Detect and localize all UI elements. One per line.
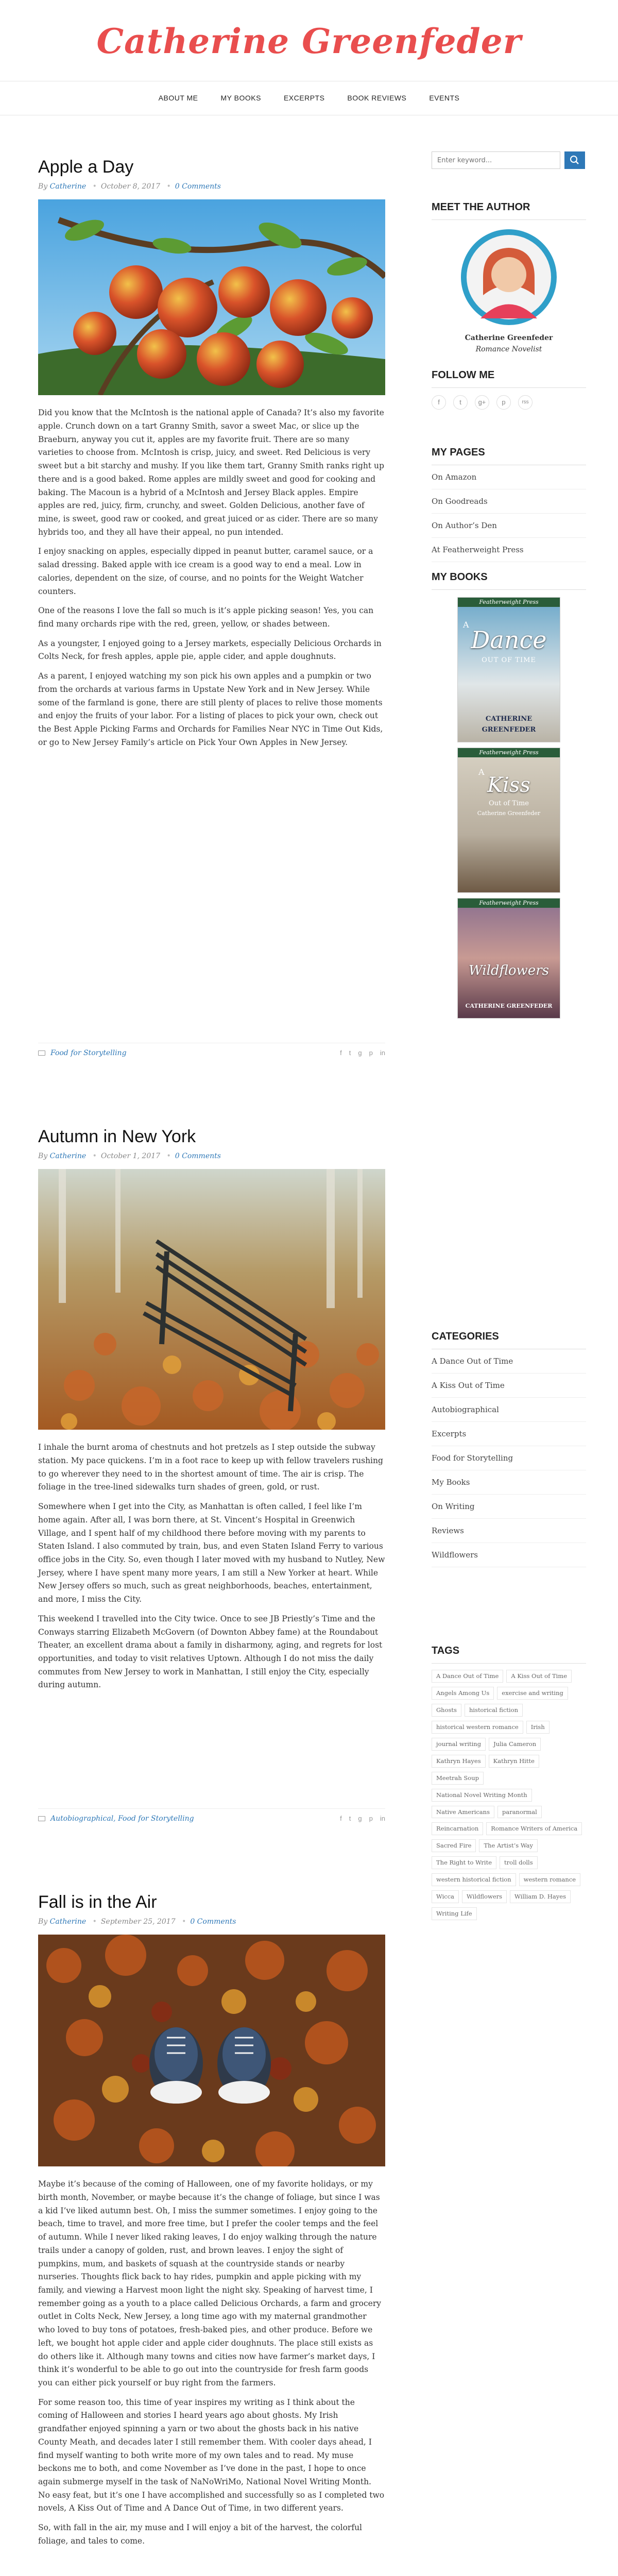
tag-link[interactable]: Sacred Fire bbox=[432, 1839, 476, 1852]
author-role: Romance Novelist bbox=[475, 345, 542, 353]
search-widget bbox=[432, 151, 586, 169]
pinterest-share-icon[interactable]: p bbox=[369, 1815, 373, 1823]
search-button[interactable] bbox=[564, 151, 585, 169]
post-meta: By Catherine • October 1, 2017 • 0 Comments bbox=[38, 1151, 221, 1160]
nav-events[interactable]: EVENTS bbox=[429, 94, 460, 103]
post-comments-link[interactable]: 0 Comments bbox=[190, 1917, 236, 1926]
page-link-authors-den[interactable]: On Author’s Den bbox=[432, 514, 586, 538]
post-comments-link[interactable]: 0 Comments bbox=[175, 182, 221, 191]
post-title[interactable]: Apple a Day bbox=[38, 157, 134, 177]
widget-title: TAGS bbox=[432, 1642, 586, 1664]
tags-widget bbox=[432, 1642, 586, 1920]
tag-link[interactable]: Reincarnation bbox=[432, 1822, 483, 1835]
category-link[interactable]: Wildflowers bbox=[432, 1543, 586, 1567]
book-cover-wildflowers[interactable]: Featherweight Press Wildflowers CATHERINE GREENFEDER bbox=[457, 898, 560, 1019]
facebook-icon[interactable]: f bbox=[432, 395, 446, 410]
book-cover-kiss[interactable]: Featherweight Press A Kiss Out of Time Catherine Greenfeder bbox=[457, 748, 560, 893]
post-autumn-in-new-york bbox=[38, 1126, 385, 1698]
category-link[interactable]: My Books bbox=[432, 1470, 586, 1495]
widget-title: CATEGORIES bbox=[432, 1328, 586, 1349]
share-icons bbox=[340, 1814, 385, 1824]
book-cover-dance[interactable]: Featherweight Press A Dance OUT OF TIME CATHERINE GREENFEDER bbox=[457, 597, 560, 742]
tag-link[interactable]: Native Americans bbox=[432, 1806, 494, 1819]
twitter-icon[interactable]: t bbox=[453, 395, 468, 410]
post-category-link[interactable]: Food for Storytelling bbox=[50, 1049, 127, 1058]
tag-link[interactable]: Kathryn Hitte bbox=[489, 1755, 539, 1768]
linkedin-share-icon[interactable]: in bbox=[380, 1815, 385, 1823]
post-title[interactable]: Fall is in the Air bbox=[38, 1892, 157, 1912]
post-meta: By Catherine • October 8, 2017 • 0 Comments bbox=[38, 182, 221, 191]
category-link[interactable]: Autobiographical bbox=[432, 1398, 586, 1422]
tag-link[interactable]: Meetrah Soup bbox=[432, 1772, 484, 1785]
page-link-goodreads[interactable]: On Goodreads bbox=[432, 489, 586, 514]
author-avatar bbox=[460, 228, 558, 326]
page-link-amazon[interactable]: On Amazon bbox=[432, 465, 586, 489]
post-image-park-bench[interactable] bbox=[38, 1169, 385, 1430]
tag-link[interactable]: exercise and writing bbox=[497, 1687, 568, 1700]
twitter-share-icon[interactable]: t bbox=[349, 1049, 351, 1057]
post-apple-a-day bbox=[38, 157, 385, 755]
twitter-share-icon[interactable]: t bbox=[349, 1815, 351, 1823]
tag-link[interactable]: Kathryn Hayes bbox=[432, 1755, 486, 1768]
tag-link[interactable]: A Kiss Out of Time bbox=[506, 1670, 572, 1683]
post-fall-is-in-the-air bbox=[38, 1892, 385, 2554]
category-link[interactable]: Food for Storytelling bbox=[432, 1446, 586, 1470]
tag-cloud bbox=[432, 1670, 586, 1920]
facebook-share-icon[interactable]: f bbox=[340, 1815, 342, 1823]
post-footer bbox=[38, 1043, 385, 1063]
categories-widget bbox=[432, 1328, 586, 1567]
tag-link[interactable]: Writing Life bbox=[432, 1907, 477, 1920]
facebook-share-icon[interactable]: f bbox=[340, 1049, 342, 1057]
nav-excerpts[interactable]: EXCERPTS bbox=[283, 94, 325, 103]
post-category-link[interactable]: Autobiographical, Food for Storytelling bbox=[50, 1815, 194, 1823]
pinterest-share-icon[interactable]: p bbox=[369, 1049, 373, 1057]
linkedin-share-icon[interactable]: in bbox=[380, 1049, 385, 1057]
googleplus-share-icon[interactable]: g bbox=[358, 1815, 362, 1823]
post-body: Did you know that the McIntosh is the national apple of Canada? It’s also my favorite apple. Crunch down on a tart Granny Smith, savor a sweet Mac, or slice up the Braeburn, anyway you cut it, apples are my favorite fruit. There are so many varieties to choose from. McIntosh is crisp, juicy, and sweet. Red Delicious is very sweet but a bit starchy and mushy. If you like them tart, Granny Smith ranks right up there and is a good baked. Rome apples are mildly sweet and good for cooking and baking. The Macoun is a hybrid of a McIntosh and Jersey Black apples. Empire apples are red, juicy, firm, crunchy, and sweet. Golden Delicious, another fave of mine, is sweet, good raw or cooked, and great juiced or as cider. There are so many hybrids too, and they all have their appeal, no pun intended. I enjoy snacking on apples, especially dipped in peanut butter, caramel sauce, or a salad dressing. Baked apple with ice cream is a good way to end a meal. Low in calories, dependent on the size, of course, and no points for the Weight Watcher counters. One of the reasons I love the fall so much is it’s apple picking season! Yes, you can find many orchards ripe with the red, green, yellow, or shades between. As a youngster, I enjoyed going to a Jersey markets, especially Delicious Orchards in Colts Neck, for fresh apples, apple pie, apple cider, and apple doughnuts. As a parent, I enjoyed watching my son pick his own apples and a pumpkin or two from the orchards at various farms in Upstate New York and in New Jersey. While some of the farmland is gone, there are still plenty of places to relive those moments and enjoy the fruits of your labor. For a listing of places to pick your own, check out the Best Apple Picking Farms and Orchards for Families Near NYC in Time Out Kids, or go to New Jersey Family’s article on Pick Your Own Apples in New Jersey. bbox=[38, 408, 384, 747]
meet-author-widget bbox=[432, 199, 586, 355]
tag-link[interactable]: historical western romance bbox=[432, 1721, 523, 1734]
post-footer bbox=[38, 1808, 385, 1829]
folder-icon bbox=[38, 1050, 45, 1056]
post-author-link[interactable]: Catherine bbox=[49, 1917, 87, 1926]
books-widget bbox=[432, 569, 586, 1019]
post-body: Maybe it’s because of the coming of Halloween, one of my favorite holidays, or my birth month, November, or maybe because it’s the change of foliage, but since I was a kid I’ve liked autumn best. Oh, I miss the summer sometimes. I enjoy going to the beach, time to travel, and more free time, but I prefer the cooler temps and the feel of autumn. While I never liked raking leaves, I do enjoy walking through the nature trails under a canopy of golden, rust, and brown leaves. I enjoy the sight of pumpkins, mum, and baskets of squash at the countryside stands or nearby nurseries. Thoughts flick back to hay rides, pumpkin and apple picking with my family, and viewing a Harvest moon light the night sky. Speaking of harvest time, I remember going as a youth to a place called Delicious Orchards, a farm and grocery outlet in Colts Neck, New Jersey, a long time ago with my maternal grandmother who loved to buy tons of potatoes, fresh-baked pies, and other produce. Before we left, we bought hot apple cider and apple cider doughnuts. The place still exists as do others like it. Although many towns and cities now have farmer’s market days, I think it’s wonderful to be able to go out into the countryside for fresh farm goods you can either pick yourself or buy right from the farmers. For some reason too, this time of year inspires my writing as I think about the coming of Halloween and stories I heard years ago about ghosts. My Irish grandfather enjoyed spinning a yarn or two about the ghosts back in his native County Meath, and decades later I still remember them. With cooler days ahead, I find myself wanting to both write more of my own tales and to read. My muse beckons me to both, and come November as I’ve done in the past, I hope to once again submerge myself in the task of NaNoWriMo, National Novel Writing Month. No easy feat, but it’s one I have accomplished and successfully so as I completed two novels, A Kiss Out of Time and A Dance Out of Time, in two different years. So, with fall in the air, my muse and I will enjoy a bit of the harvest, the colorful foliage, and tales to come. bbox=[38, 2179, 385, 2546]
widget-title: MY PAGES bbox=[432, 444, 586, 465]
author-name: Catherine Greenfeder bbox=[465, 333, 553, 342]
post-date: October 1, 2017 bbox=[100, 1151, 161, 1160]
site-header bbox=[0, 0, 618, 81]
tag-link[interactable]: Julia Cameron bbox=[489, 1738, 541, 1751]
tag-link[interactable]: Angels Among Us bbox=[432, 1687, 494, 1700]
folder-icon bbox=[38, 1816, 45, 1821]
post-date: October 8, 2017 bbox=[100, 182, 161, 191]
widget-title: FOLLOW ME bbox=[432, 367, 586, 388]
category-link[interactable]: On Writing bbox=[432, 1495, 586, 1519]
tag-link[interactable]: Ghosts bbox=[432, 1704, 461, 1717]
pages-widget bbox=[432, 444, 586, 562]
tag-link[interactable]: western romance bbox=[519, 1873, 580, 1886]
tag-link[interactable]: Romance Writers of America bbox=[486, 1822, 582, 1835]
category-link[interactable]: Reviews bbox=[432, 1519, 586, 1543]
follow-widget bbox=[432, 367, 586, 410]
post-image-apples[interactable] bbox=[38, 199, 385, 395]
post-meta: By Catherine • September 25, 2017 • 0 Comments bbox=[38, 1917, 236, 1926]
tag-link[interactable]: paranormal bbox=[497, 1806, 542, 1819]
post-date: September 25, 2017 bbox=[100, 1917, 176, 1926]
post-image-leaves-sneakers[interactable] bbox=[38, 1935, 385, 2166]
category-link[interactable]: Excerpts bbox=[432, 1422, 586, 1446]
tag-link[interactable]: Wildflowers bbox=[462, 1890, 507, 1903]
tag-link[interactable]: A Dance Out of Time bbox=[432, 1670, 503, 1683]
tag-link[interactable]: National Novel Writing Month bbox=[432, 1789, 532, 1802]
tag-link[interactable]: western historical fiction bbox=[432, 1873, 516, 1886]
pinterest-icon[interactable]: p bbox=[496, 395, 511, 410]
search-input[interactable] bbox=[432, 151, 560, 169]
tag-link[interactable]: troll dolls bbox=[500, 1856, 538, 1869]
widget-title: MY BOOKS bbox=[432, 569, 586, 590]
nav-my-books[interactable]: MY BOOKS bbox=[220, 94, 261, 103]
googleplus-icon[interactable]: g+ bbox=[475, 395, 489, 410]
post-author-link[interactable]: Catherine bbox=[49, 1151, 87, 1160]
rss-icon[interactable]: rss bbox=[518, 395, 533, 410]
post-author-link[interactable]: Catherine bbox=[49, 182, 87, 191]
category-link[interactable]: A Kiss Out of Time bbox=[432, 1374, 586, 1398]
post-title[interactable]: Autumn in New York bbox=[38, 1127, 196, 1146]
site-title[interactable]: Catherine Greenfeder bbox=[96, 21, 522, 61]
nav-book-reviews[interactable]: BOOK REVIEWS bbox=[347, 94, 407, 103]
main-nav bbox=[0, 81, 618, 115]
tag-link[interactable]: Wicca bbox=[432, 1890, 459, 1903]
post-body: I inhale the burnt aroma of chestnuts and hot pretzels as I step outside the subway station. My pace quickens. I’m in a foot race to keep up with fellow travelers rushing to go wherever they need to in the shortest amount of time. The air is crisp. The foliage in the tree-lined sidewalks turn shades of green, gold, or rust. Somewhere when I get into the City, as Manhattan is often called, I feel like I’m home again. After all, I was born there, at St. Vincent’s Hospital in Greenwich Village, and I spent half of my childhood there before moving with my parents to Staten Island. I also commuted by train, bus, and even Staten Island Ferry to various office jobs in the City. So, even though I later moved with my husband to Nutley, New Jersey, where I have spent many more years, I am still a New Yorker at heart. While New Jersey offers so much, such as great neighborhoods, beaches, entertainment, and more, I miss the City. This weekend I travelled into the City twice. Once to see JB Priestly’s Time and the Conways starring Elizabeth McGovern (of Downton Abbey fame) at the Roundabout Theater, an excellent drama about a family in disharmony, aging, and regrets for lost opportunities, and today to visit relatives Uptown. Although I do not miss the daily commutes from New Jersey to work in Manhattan, I still enjoy the City, especially during autumn. bbox=[38, 1443, 385, 1690]
page-link-featherweight[interactable]: At Featherweight Press bbox=[432, 538, 586, 562]
tag-link[interactable]: The Right to Write bbox=[432, 1856, 496, 1869]
tag-link[interactable]: historical fiction bbox=[465, 1704, 523, 1717]
googleplus-share-icon[interactable]: g bbox=[358, 1049, 362, 1057]
tag-link[interactable]: The Artist’s Way bbox=[479, 1839, 538, 1852]
tag-link[interactable]: Irish bbox=[526, 1721, 550, 1734]
share-icons bbox=[340, 1048, 385, 1059]
tag-link[interactable]: William D. Hayes bbox=[510, 1890, 571, 1903]
widget-title: MEET THE AUTHOR bbox=[432, 199, 586, 220]
tag-link[interactable]: journal writing bbox=[432, 1738, 486, 1751]
post-comments-link[interactable]: 0 Comments bbox=[175, 1151, 221, 1160]
category-link[interactable]: A Dance Out of Time bbox=[432, 1349, 586, 1374]
nav-about-me[interactable]: ABOUT ME bbox=[158, 94, 198, 103]
search-icon bbox=[564, 151, 585, 169]
